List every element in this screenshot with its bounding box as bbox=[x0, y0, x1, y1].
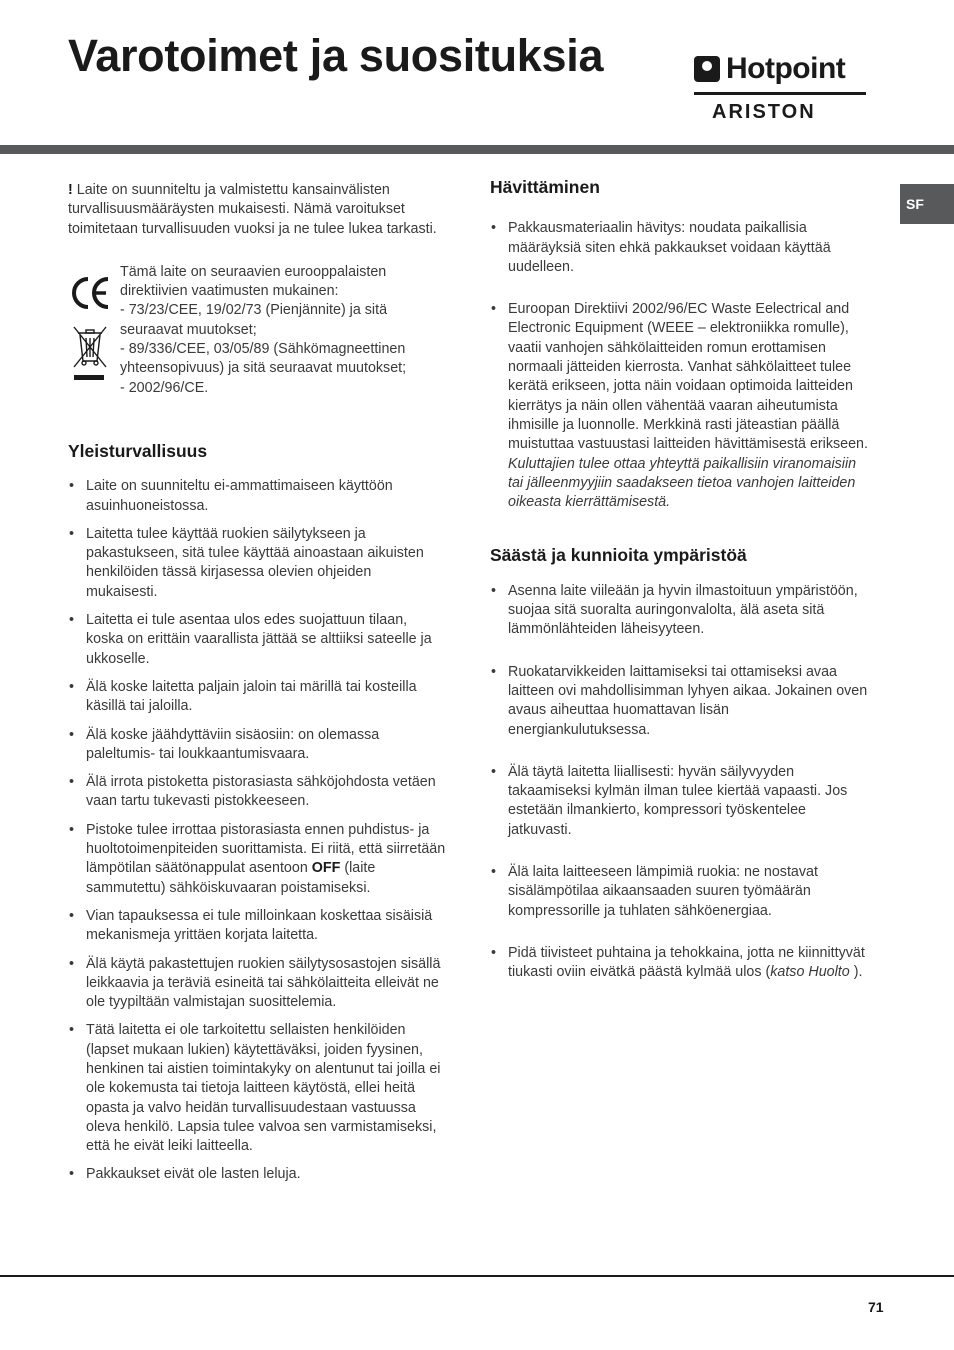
environment-list bbox=[490, 582, 870, 983]
directive-line: - 89/336/CEE, 03/05/89 (Sähkömagneettinen yhteensopivuus) ja sitä seuraavat muutokset; bbox=[120, 341, 407, 377]
bin-underline-bar bbox=[74, 375, 104, 380]
list-item: • Älä täytä laitetta liiallisesti: hyvän säilyvyyden takaamiseksi kylmän ilman tulee kiertää vapaasti. Jos estetään ilmankierto, kompressori työskentelee jatkuvasti. bbox=[490, 763, 870, 840]
section-heading-environment: Säästä ja kunnioita ympäristöä bbox=[490, 545, 747, 566]
directives-text bbox=[120, 263, 446, 398]
weee-italic-note: Kuluttajien tulee ottaa yhteyttä paikallisiin viranomaisiin tai jälleenmyyjiin saadakseen tietoa vanhojen laitteiden oikeasta kierrättämisestä. bbox=[508, 455, 857, 511]
plug-text-before: Pistoke tulee irrottaa pistorasiasta ennen puhdistus- ja huoltotoimenpiteiden suorittamista. Ei riitä, että siirretään lämpötilan säätönappulat asentoon bbox=[86, 821, 446, 877]
list-item: • Laitetta ei tule asentaa ulos edes suojattuun tilaan, koska on erittäin vaarallista jättää se alttiiksi sateelle ja ukkoselle. bbox=[68, 611, 446, 669]
compliance-icons-svg bbox=[68, 275, 112, 395]
list-item: • Älä koske jäähdyttäviin sisäosiin: on olemassa paleltumis- tai loukkaantumisvaara. bbox=[68, 726, 446, 765]
list-item: • Älä käytä pakastettujen ruokien säilytysosastojen sisällä leikkaavia ja teräviä esineitä tai sähkölaitteita elleivät ne ole tyypiltään valmistajan suosittelemia. bbox=[68, 955, 446, 1013]
list-item: • Älä koske laitetta paljain jaloin tai märillä tai kosteilla käsillä tai jaloilla. bbox=[68, 678, 446, 717]
intro-paragraph bbox=[68, 181, 446, 239]
list-item: • Älä irrota pistoketta pistorasiasta sähköjohdosta vetäen vaan tartu tukevasti pistokkeeseen. bbox=[68, 773, 446, 812]
directive-line: Tämä laite on seuraavien eurooppalaisten direktiivien vaatimusten mukainen: bbox=[120, 263, 387, 300]
intro-text: Laite on suunniteltu ja valmistettu kansainvälisten turvallisuusmääräysten mukaisesti. Nämä varoitukset toimitetaan turvallisuuden vuoksi ja ne tulee lukea tarkasti. bbox=[68, 182, 437, 237]
logo-sub-text: ARISTON bbox=[712, 101, 816, 123]
crossed-bin-icon bbox=[74, 327, 106, 367]
compliance-icons bbox=[68, 275, 112, 401]
list-item: • Vian tapauksessa ei tule milloinkaan koskettaa sisäisiä mekanismeja yrittäen korjata laitetta. bbox=[68, 907, 446, 946]
seals-text-before: Pidä tiivisteet puhtaina ja tehokkaina, jotta ne kiinnittyvät tiukasti oviin eivätkä päästä kylmää ulos ( bbox=[508, 944, 865, 981]
directive-line: - 73/23/CEE, 19/02/73 (Pienjännite) ja sitä seuraavat muutokset; bbox=[120, 302, 388, 338]
logo-brand-text: Hotpoint bbox=[726, 52, 846, 85]
section-heading-disposal: Hävittäminen bbox=[490, 177, 600, 197]
list-item: • Pakkaukset eivät ole lasten leluja. bbox=[68, 1165, 446, 1184]
directives-block bbox=[68, 263, 446, 398]
list-item: • Tätä laitetta ei ole tarkoitettu sellaisten henkilöiden (lapset mukaan lukien) käytettäväksi, joiden fyysinen, henkinen tai aistien toimintakyky on alentunut tai joilla ei ole kokemusta tai tietoja laitteen käytöstä, ellei heitä opasta ja valvo heidän turvallisuudestaan vastuussa oleva henkilö. Lapsia tulee valvoa sen varmistamiseksi, että he eivät leiki laitteella. bbox=[68, 1021, 446, 1156]
directive-line: - 2002/96/CE. bbox=[120, 379, 209, 396]
list-item: • Pakkausmateriaalin hävitys: noudata paikallisia määräyksiä siten ehkä pakkaukset voidaan käyttää uudelleen. bbox=[490, 219, 870, 277]
disposal-list bbox=[490, 219, 870, 512]
right-column bbox=[490, 178, 870, 1006]
section-heading-safety: Yleisturvallisuus bbox=[68, 440, 208, 461]
left-column bbox=[68, 181, 446, 1194]
language-tab: SF bbox=[900, 184, 954, 224]
weee-text: Euroopan Direktiivi 2002/96/EC Waste Eelectrical and Electronic Equipment (WEEE – elektroniikka romulle), vaatii vanhojen sähkölaitteiden romun erottamisen normaali jätteiden kierrosta. Vanhat sähkölaitteet tulee kerätä erikseen, jotta näin voidaan optimoida laitteiden kierrätys ja näin ollen vähentää vaaran aiheutumista ihmisille ja luonnolle. Merkkinä rasti jäteastian päällä muistuttaa vastuustasi laitteiden hävittämisestä erikseen. bbox=[508, 301, 868, 453]
footer-rule bbox=[0, 1275, 954, 1277]
brand-logo bbox=[694, 52, 870, 126]
logo-divider bbox=[694, 92, 866, 95]
seals-italic-ref: katso Huolto bbox=[770, 964, 850, 981]
plug-text-after: (laite sammutettu) sähköiskuvaaran poistamiseksi. bbox=[86, 860, 376, 896]
off-label: OFF bbox=[311, 860, 341, 877]
list-item: • Ruokatarvikkeiden laittamiseksi tai ottamiseksi avaa laitteen ovi mahdollisimman lyhyen aikaa. Jokainen oven avaus aiheuttaa huomattavan lisän energiankulutuksessa. bbox=[490, 663, 870, 740]
list-item bbox=[68, 821, 446, 898]
safety-list bbox=[68, 477, 446, 1185]
list-item bbox=[490, 300, 870, 512]
page-number: 71 bbox=[868, 1299, 884, 1315]
warning-mark: ! bbox=[68, 182, 73, 198]
page-title: Varotoimet ja suosituksia bbox=[68, 30, 604, 81]
header-bar bbox=[0, 145, 954, 154]
ce-mark-icon bbox=[74, 279, 108, 307]
list-item: • Älä laita laitteeseen lämpimiä ruokia: ne nostavat sisälämpötilaa aikaansaaden suuren työmäärän kompressorille ja tuhlaten sähköenergiaa. bbox=[490, 863, 870, 921]
list-item: • Asenna laite viileään ja hyvin ilmastoituun ympäristöön, suojaa sitä suoralta auringonvalolta, älä aseta sitä lämmönlähteiden läheisyyteen. bbox=[490, 582, 870, 640]
hotpoint-logo-icon bbox=[694, 56, 720, 82]
list-item: • Laitetta tulee käyttää ruokien säilytykseen ja pakastukseen, sitä tulee käyttää ainoastaan aikuisten henkilöiden tässä kirjasessa olevien ohjeiden mukaisesti. bbox=[68, 525, 446, 602]
list-item bbox=[490, 944, 870, 983]
list-item: • Laite on suunniteltu ei-ammattimaiseen käyttöön asuinhuoneistossa. bbox=[68, 477, 446, 516]
seals-text-after: ). bbox=[849, 964, 863, 981]
